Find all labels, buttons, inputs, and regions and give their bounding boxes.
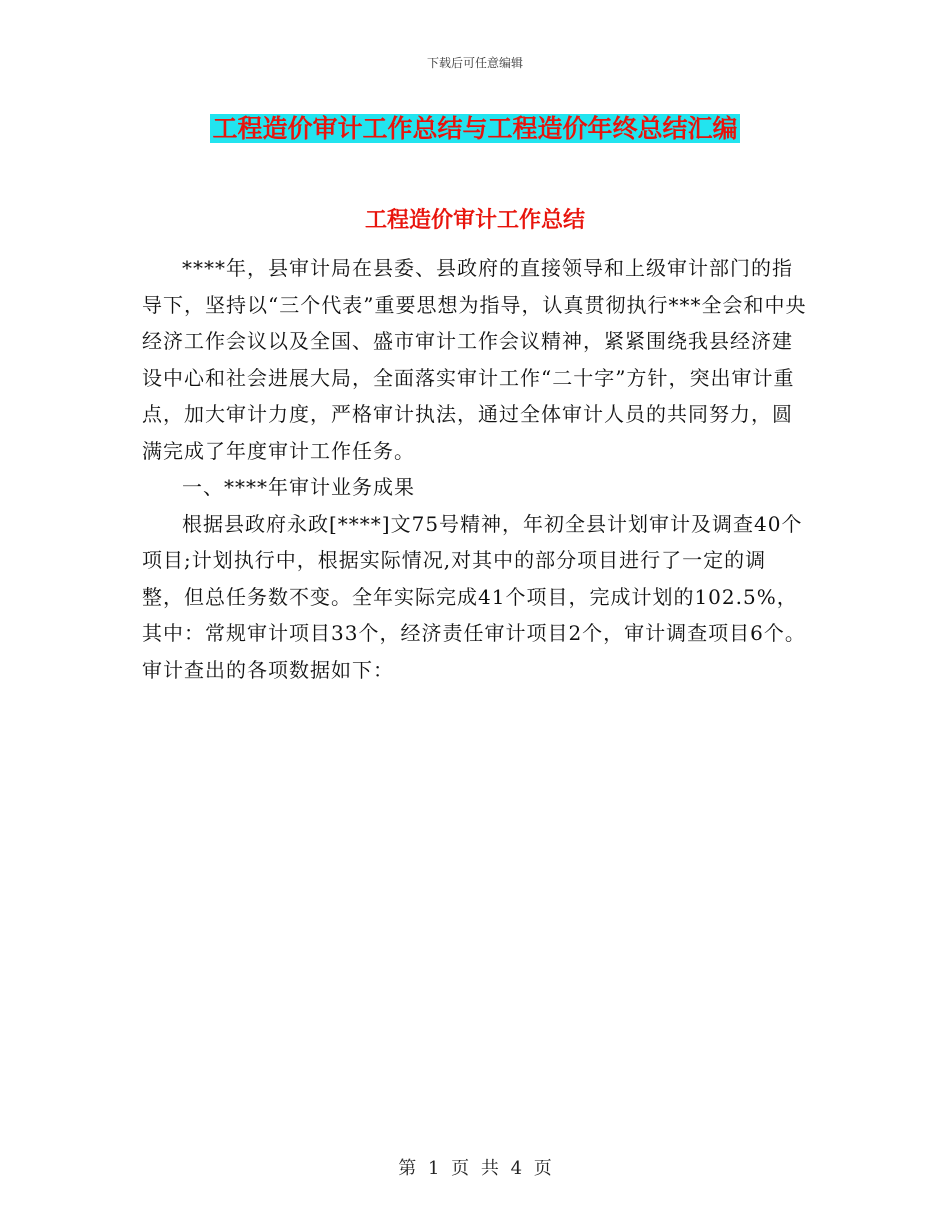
page-footer: 第 1 页 共 4 页 (398, 1158, 552, 1179)
body-text (142, 250, 807, 688)
header-note: 下载后可任意编辑 (426, 56, 523, 70)
paragraph-results: 根据县政府永政[****]文75号精神，年初全县计划审计及调查40个项目;计划执行中，根据实际情况,对其中的部分项目进行了一定的调整，但总任务数不变。全年实际完成41个项目，完成计划的102.5%，其中：常规审计项目33个，经济责任审计项目2个，审计调查项目6个。审计查出的各项数据如下： (142, 511, 806, 682)
document-title (0, 113, 950, 145)
section-title: 工程造价审计工作总结 (364, 208, 585, 233)
paragraph-heading: 一、****年审计业务成果 (182, 475, 415, 499)
paragraph-intro: ****年，县审计局在县委、县政府的直接领导和上级审计部门的指导下，坚持以“三个代表”重要思想为指导，认真贯彻执行***全会和中央经济工作会议以及全国、盛市审计工作会议精神，紧紧围绕我县经济建设中心和社会进展大局，全面落实审计工作“二十字”方针，突出审计重点，加大审计力度，严格审计执法，通过全体审计人员的共同努力，圆满完成了年度审计工作任务。 (142, 256, 807, 463)
document-title-text: 工程造价审计工作总结与工程造价年终总结汇编 (212, 114, 738, 143)
